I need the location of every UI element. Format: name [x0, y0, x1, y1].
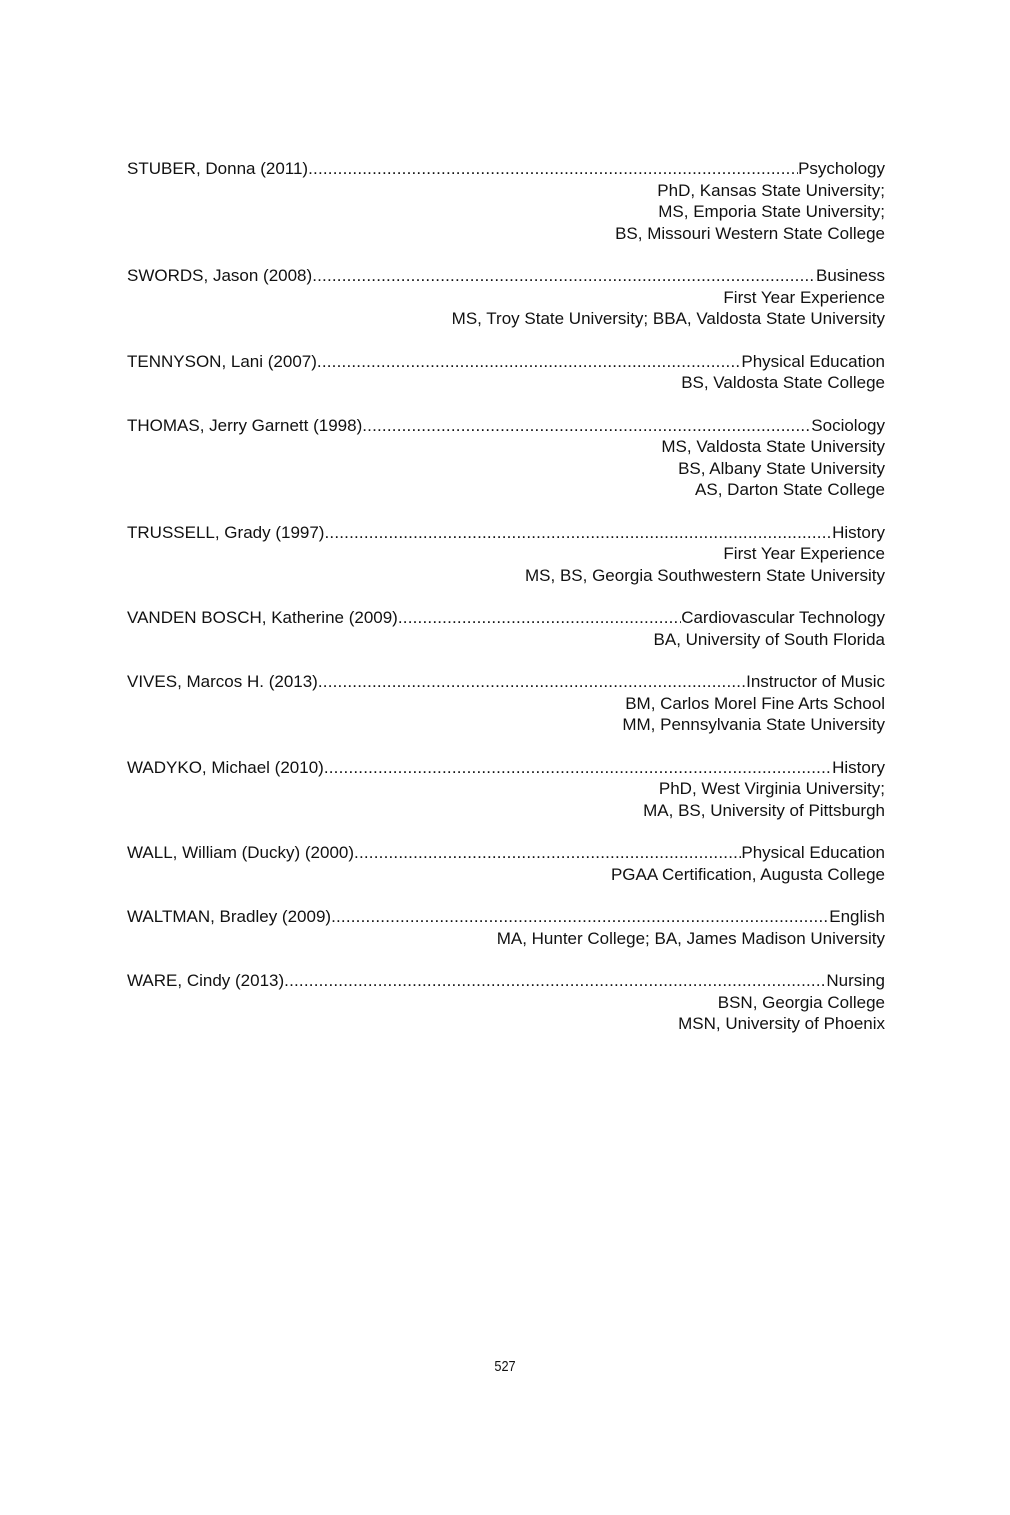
dot-leader [318, 671, 746, 693]
faculty-credential: First Year Experience [723, 544, 885, 563]
entry-heading [127, 415, 885, 437]
faculty-credential: MS, Troy State University; BBA, Valdosta State University [451, 309, 885, 328]
faculty-entry [127, 351, 885, 394]
entry-heading [127, 906, 885, 928]
faculty-department: Nursing [826, 971, 885, 990]
dot-leader [308, 158, 798, 180]
faculty-entry [127, 842, 885, 885]
faculty-department: Business [816, 266, 885, 285]
faculty-entry [127, 671, 885, 736]
entry-heading [127, 158, 885, 180]
dot-leader [324, 522, 832, 544]
faculty-credential: MS, Valdosta State University [661, 437, 885, 456]
entry-heading [127, 351, 885, 373]
faculty-department: Sociology [811, 415, 885, 435]
faculty-entry [127, 607, 885, 650]
faculty-name: WALTMAN, Bradley (2009) [127, 907, 332, 926]
entry-heading [127, 842, 885, 864]
faculty-name: VANDEN BOSCH, Katherine (2009) [127, 608, 398, 627]
faculty-entry [127, 265, 885, 330]
faculty-credential: BSN, Georgia College [717, 992, 885, 1012]
faculty-department: Physical Education [741, 843, 885, 862]
faculty-name: TRUSSELL, Grady (1997) [127, 522, 325, 542]
faculty-department: History [832, 757, 885, 777]
dot-leader [331, 906, 829, 928]
dot-leader [354, 842, 741, 864]
dot-leader [284, 970, 826, 992]
faculty-credential: BS, Valdosta State College [681, 373, 885, 392]
faculty-credential: PhD, West Virginia University; [658, 779, 885, 798]
entry-heading [127, 607, 885, 629]
entry-heading [127, 522, 885, 544]
faculty-credential: MA, BS, University of Pittsburgh [643, 800, 885, 820]
faculty-credential: First Year Experience [723, 287, 885, 307]
dot-leader [324, 757, 832, 779]
faculty-credential: BA, University of South Florida [653, 629, 885, 649]
faculty-department: Cardiovascular Technology [681, 608, 885, 627]
faculty-entry [127, 970, 885, 1035]
faculty-name: THOMAS, Jerry Garnett (1998) [127, 415, 363, 435]
faculty-credential: BS, Albany State University [678, 458, 885, 478]
faculty-credential: AS, Darton State College [695, 480, 885, 499]
faculty-department: Physical Education [741, 351, 885, 371]
faculty-department: Psychology [798, 159, 885, 178]
faculty-name: SWORDS, Jason (2008) [127, 266, 313, 285]
faculty-credential: MM, Pennsylvania State University [622, 715, 885, 734]
faculty-credential: BS, Missouri Western State College [615, 223, 885, 243]
faculty-credential: BM, Carlos Morel Fine Arts School [625, 693, 885, 713]
faculty-department: Instructor of Music [746, 672, 885, 691]
faculty-name: TENNYSON, Lani (2007) [127, 351, 317, 371]
entry-heading [127, 970, 885, 992]
dot-leader [312, 265, 816, 287]
faculty-credential: MS, BS, Georgia Southwestern State University [525, 565, 885, 585]
faculty-name: STUBER, Donna (2011) [127, 159, 309, 178]
faculty-name: WADYKO, Michael (2010) [127, 757, 324, 777]
faculty-entry [127, 158, 885, 244]
page-number: 527 [494, 1358, 516, 1375]
entry-heading [127, 671, 885, 693]
faculty-entry [127, 522, 885, 587]
dot-leader [398, 607, 681, 629]
dot-leader [362, 415, 811, 437]
faculty-entry [127, 415, 885, 501]
dot-leader [317, 351, 741, 373]
faculty-name: WALL, William (Ducky) (2000) [127, 843, 355, 862]
faculty-credential: MA, Hunter College; BA, James Madison University [496, 928, 885, 948]
faculty-department: History [832, 522, 885, 542]
faculty-list [127, 158, 885, 1056]
faculty-entry [127, 757, 885, 822]
entry-heading [127, 265, 885, 287]
faculty-name: WARE, Cindy (2013) [127, 971, 285, 990]
faculty-entry [127, 906, 885, 949]
faculty-name: VIVES, Marcos H. (2013) [127, 672, 318, 691]
faculty-credential: MS, Emporia State University; [658, 202, 885, 221]
faculty-credential: MSN, University of Phoenix [678, 1014, 885, 1033]
faculty-department: English [829, 907, 885, 926]
entry-heading [127, 757, 885, 779]
faculty-credential: PGAA Certification, Augusta College [610, 864, 885, 884]
faculty-credential: PhD, Kansas State University; [657, 180, 885, 200]
